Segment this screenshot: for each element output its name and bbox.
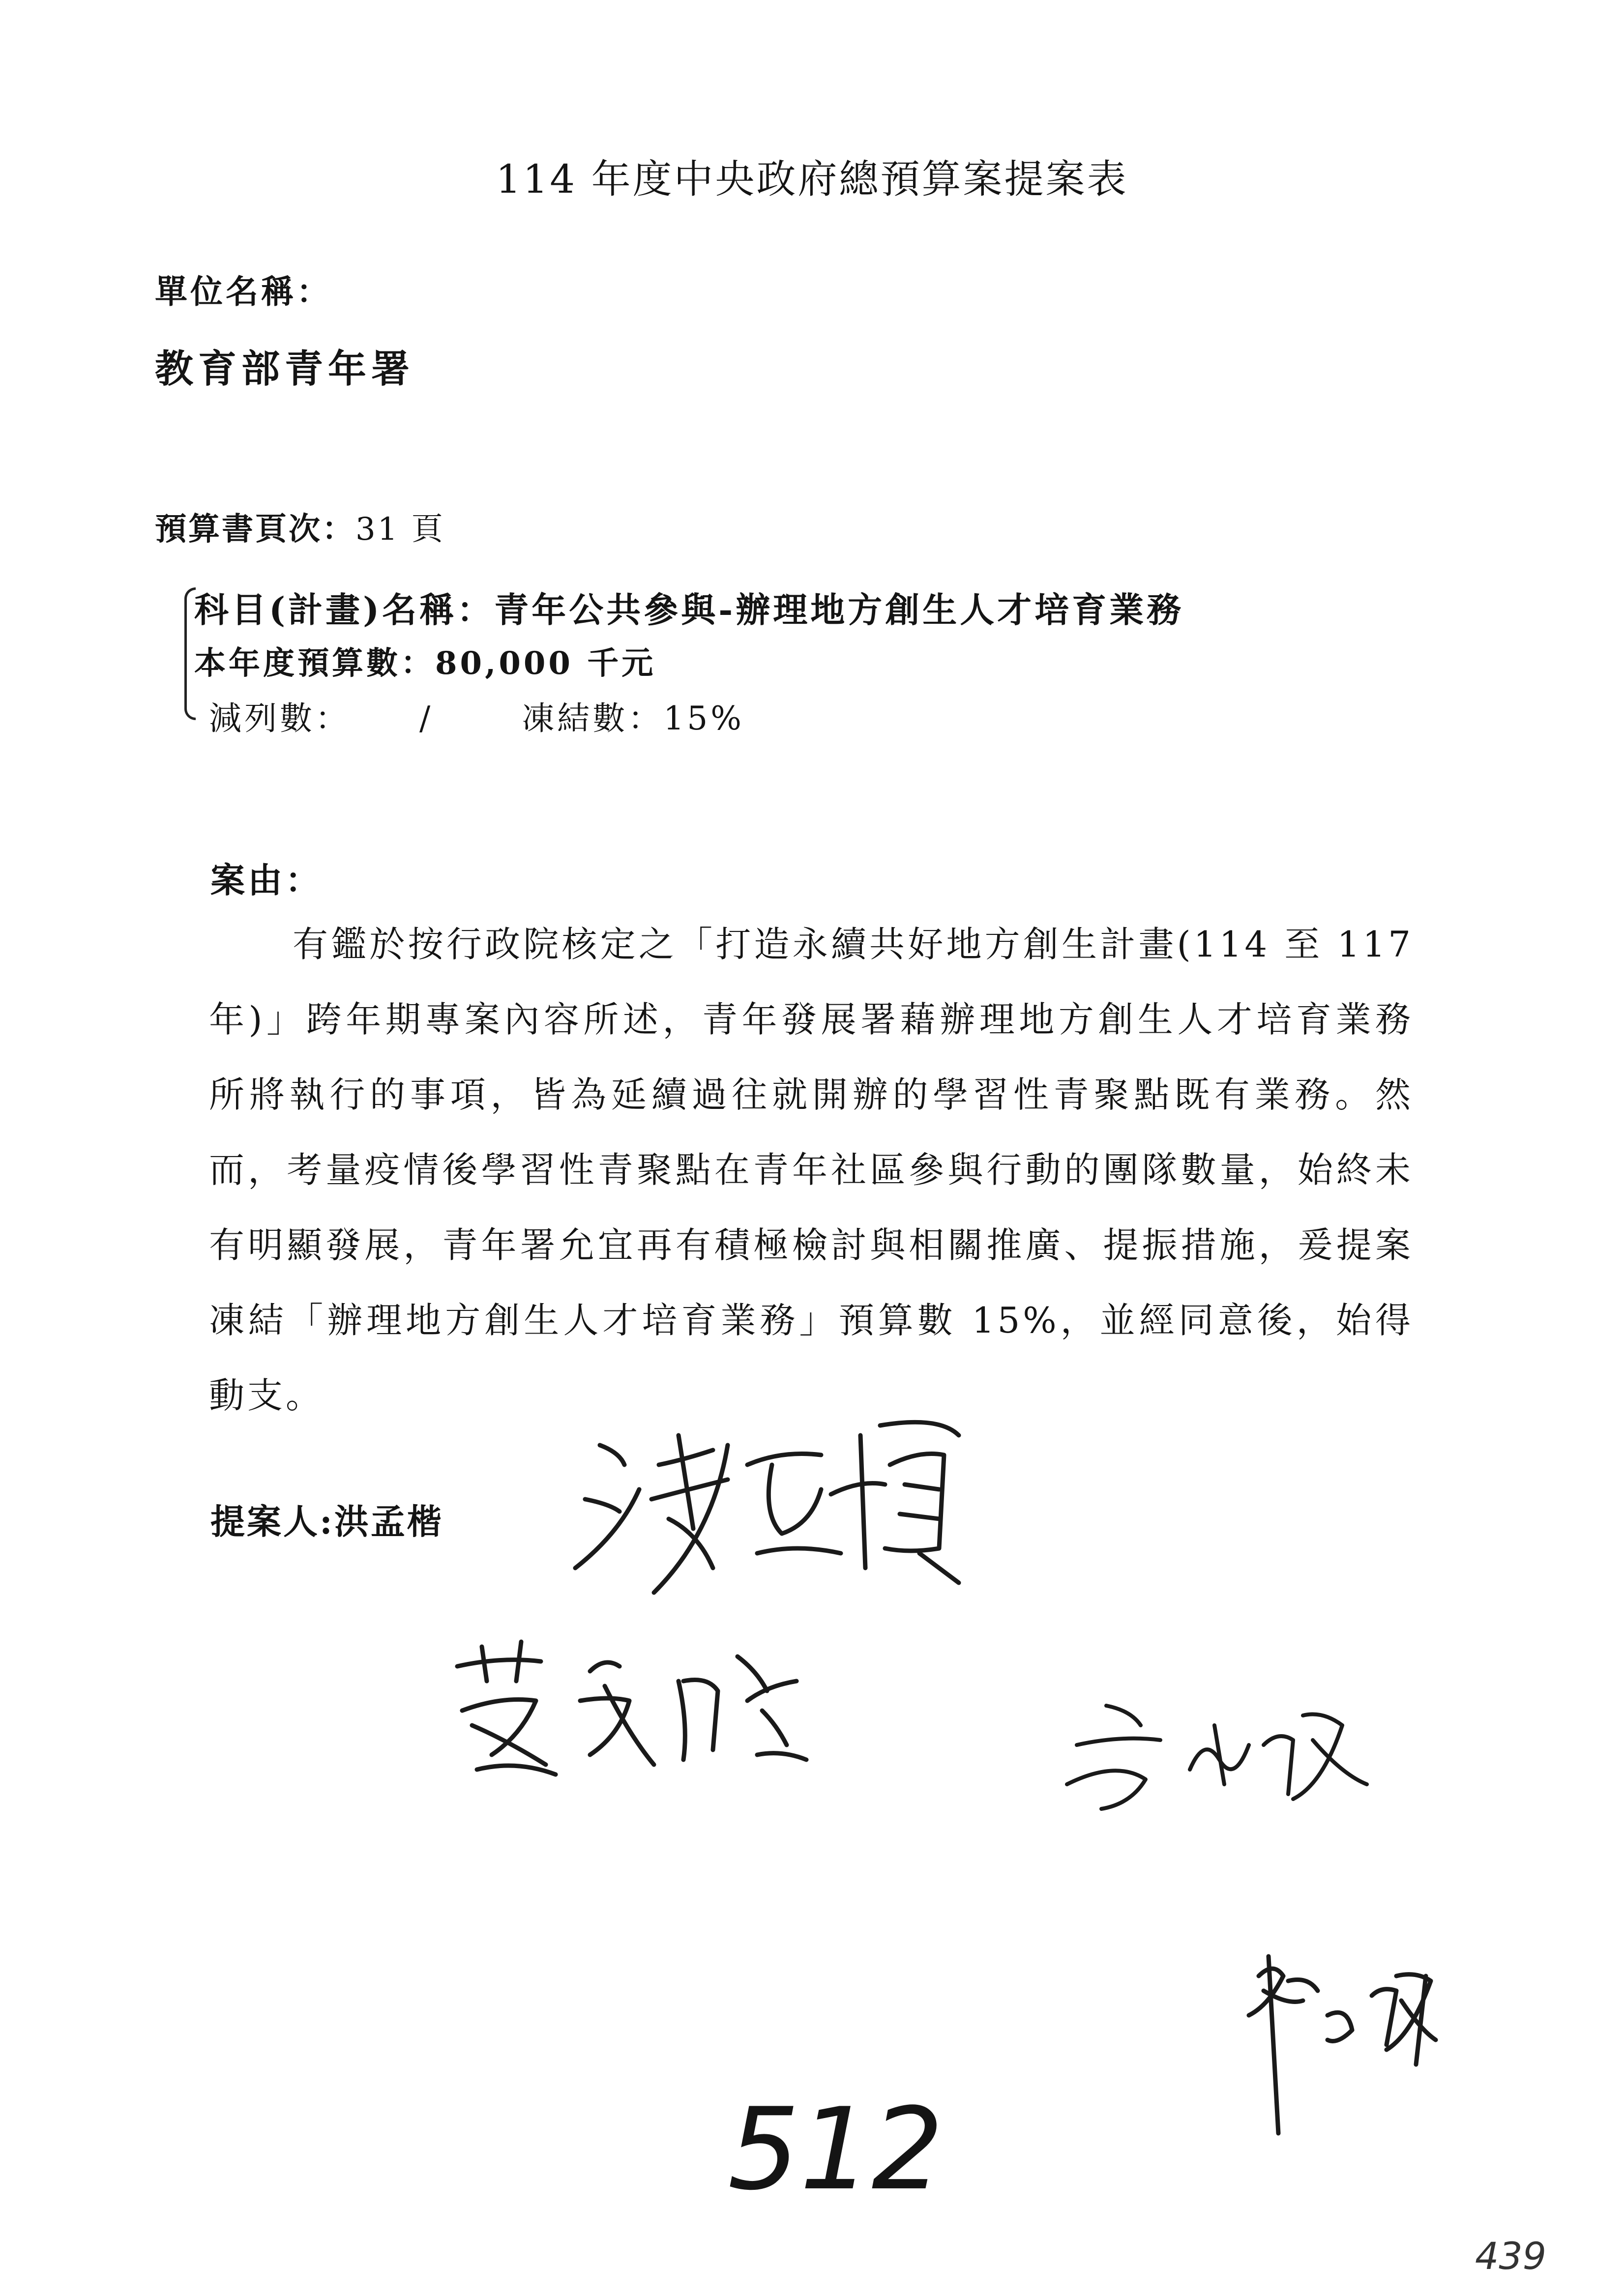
unit-label: 單位名稱： [155, 272, 332, 311]
proposer-label: 提案人:洪孟楷 [210, 1501, 443, 1542]
cut-label: 減列數： [209, 699, 351, 737]
freeze-value: 15% [663, 699, 744, 737]
budget-value: 80,000 千元 [435, 645, 656, 682]
reason-label: 案由： [210, 860, 323, 901]
budget-label: 本年度預算數： [194, 645, 435, 682]
reason-body: 有鑑於按行政院核定之「打造永續共好地方創生計畫(114 至 117 年)」跨年期專案內容所述，青年發展署藉辦理地方創生人才培育業務所將執行的事項，皆為延續過往就開辦的學習性青聚點既有業務。然而，考量疫情後學習性青聚點在青年社區參與行動的團隊數量，始終未有明顯發展，青年署允宜再有積極檢討與相關推廣、提振措施，爰提案凍結「辦理地方創生人才培育業務」預算數 15%，並經同意後，始得動支。 [209, 924, 1414, 1416]
signature-li-yan-xiu [1047, 1686, 1391, 1824]
item-name-value: 青年公共參與-辦理地方創生人才培育業務 [494, 589, 1184, 630]
unit-name: 教育部青年署 [155, 347, 415, 391]
page-number: 439 [1475, 2234, 1547, 2278]
signature-wan-mei-ling [443, 1627, 860, 1784]
signature-zheng-zheng-qian [1229, 1947, 1455, 2143]
handwritten-number: 512 [728, 2084, 944, 2215]
item-name-label: 科目(計畫)名稱： [194, 589, 495, 630]
page-ref-value: 31 頁 [355, 511, 445, 548]
cut-freeze-line [209, 692, 744, 739]
budget-page-reference [155, 504, 445, 549]
budget-line [194, 638, 656, 683]
document-title: 114 年度中央政府總預算案提案表 [496, 156, 1128, 202]
item-name-line [194, 582, 1184, 632]
cut-freeze-separator: / [419, 699, 434, 737]
signature-hong-meng-kai [565, 1406, 1008, 1612]
page-ref-label: 預算書頁次： [155, 511, 355, 548]
freeze-label: 凍結數： [522, 699, 664, 737]
